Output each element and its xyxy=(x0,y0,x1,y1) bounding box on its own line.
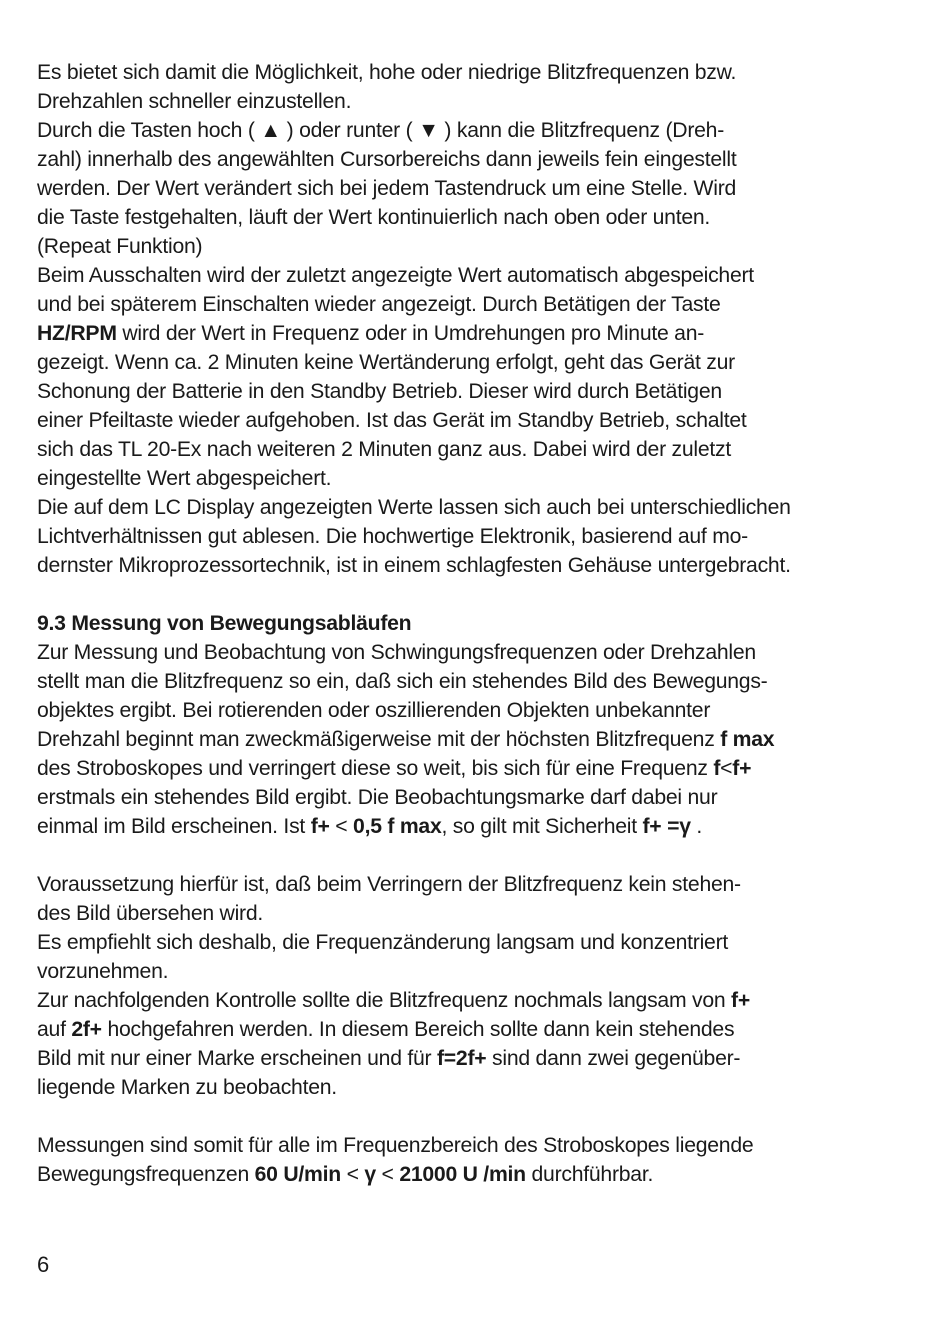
text-fragment: durchführbar. xyxy=(525,1163,654,1186)
spacer xyxy=(37,841,897,870)
text-fragment: < xyxy=(375,1163,400,1186)
intro-paragraph xyxy=(37,58,897,580)
text-line: Drehzahlen schneller einzustellen. xyxy=(37,90,352,113)
text-fragment: ) oder runter ( xyxy=(281,119,419,142)
text-fragment: auf xyxy=(37,1018,72,1041)
up-arrow-icon: ▲ xyxy=(260,119,281,142)
formula-2fplus: 2f+ xyxy=(71,1018,102,1041)
formula-gamma: γ xyxy=(364,1163,376,1186)
text-line: Zur Messung und Beobachtung von Schwingungsfrequenzen oder Drehzahlen xyxy=(37,641,756,664)
text-line xyxy=(37,116,897,145)
text-line: Es empfiehlt sich deshalb, die Frequenzänderung langsam und konzentriert xyxy=(37,931,729,954)
text-line xyxy=(37,1160,897,1189)
text-line: zahl) innerhalb des angewählten Cursorbereichs dann jeweils fein eingestellt xyxy=(37,148,737,171)
text-fragment: < xyxy=(329,815,354,838)
text-line: Messungen sind somit für alle im Frequenzbereich des Stroboskopes liegende xyxy=(37,1134,754,1157)
text-line: objektes ergibt. Bei rotierenden oder oszillierenden Objekten unbekannter xyxy=(37,699,711,722)
formula-min-speed: 60 U/min xyxy=(254,1163,341,1186)
text-line xyxy=(37,1044,897,1073)
text-fragment: des Stroboskopes und verringert diese so weit, bis sich für eine Frequenz xyxy=(37,757,714,780)
text-fragment: ) kann die Blitzfrequenz (Dreh- xyxy=(438,119,725,142)
formula-fplus: f+ xyxy=(310,815,330,838)
text-line: werden. Der Wert verändert sich bei jedem Tastendruck um eine Stelle. Wird xyxy=(37,177,737,200)
text-fragment: Bild mit nur einer Marke erscheinen und für xyxy=(37,1047,437,1070)
text-fragment: < xyxy=(340,1163,365,1186)
text-line: und bei späterem Einschalten wieder angezeigt. Durch Betätigen der Taste xyxy=(37,293,721,316)
hz-rpm-key-label: HZ/RPM xyxy=(37,322,117,345)
text-fragment: , so gilt mit Sicherheit xyxy=(441,815,643,838)
text-line xyxy=(37,1015,897,1044)
measurement-paragraph xyxy=(37,638,897,841)
text-line xyxy=(37,725,897,754)
text-line: vorzunehmen. xyxy=(37,960,169,983)
text-line: Die auf dem LC Display angezeigten Werte lassen sich auch bei unterschiedlichen xyxy=(37,496,791,519)
formula-f: f xyxy=(713,757,721,780)
text-fragment: sind dann zwei gegenüber- xyxy=(486,1047,741,1070)
range-paragraph xyxy=(37,1131,897,1189)
text-fragment: Drehzahl beginnt man zweckmäßigerweise mit der höchsten Blitzfrequenz xyxy=(37,728,721,751)
text-line: Beim Ausschalten wird der zuletzt angezeigte Wert automatisch abgespeichert xyxy=(37,264,754,287)
page-number: 6 xyxy=(37,1252,50,1277)
text-line: dernster Mikroprozessortechnik, ist in einem schlagfesten Gehäuse untergebracht. xyxy=(37,554,791,577)
text-line: Voraussetzung hierfür ist, daß beim Verringern der Blitzfrequenz kein stehen- xyxy=(37,873,741,896)
text-line: Es bietet sich damit die Möglichkeit, hohe oder niedrige Blitzfrequenzen bzw. xyxy=(37,61,737,84)
text-line xyxy=(37,986,897,1015)
text-fragment: < xyxy=(720,757,733,780)
text-fragment: Bewegungsfrequenzen xyxy=(37,1163,255,1186)
formula-f-equals-2fplus: f=2f+ xyxy=(437,1047,487,1070)
text-fragment: Durch die Tasten hoch ( xyxy=(37,119,261,142)
page-content xyxy=(37,58,897,1189)
down-arrow-icon: ▼ xyxy=(418,119,439,142)
formula-fplus: f+ xyxy=(732,757,752,780)
spacer xyxy=(37,1102,897,1131)
text-line: sich das TL 20-Ex nach weiteren 2 Minuten ganz aus. Dabei wird der zuletzt xyxy=(37,438,732,461)
text-line: liegende Marken zu beobachten. xyxy=(37,1076,337,1099)
text-line xyxy=(37,812,897,841)
text-fragment: hochgefahren werden. In diesem Bereich sollte dann kein stehendes xyxy=(101,1018,735,1041)
text-line: einer Pfeiltaste wieder aufgehoben. Ist das Gerät im Standby Betrieb, schaltet xyxy=(37,409,747,432)
text-fragment: Zur nachfolgenden Kontrolle sollte die Blitzfrequenz nochmals langsam von xyxy=(37,989,732,1012)
text-line xyxy=(37,754,897,783)
formula-half-fmax: 0,5 f max xyxy=(353,815,442,838)
text-line: eingestellte Wert abgespeichert. xyxy=(37,467,332,490)
text-line: gezeigt. Wenn ca. 2 Minuten keine Wertänderung erfolgt, geht das Gerät zur xyxy=(37,351,735,374)
text-line: (Repeat Funktion) xyxy=(37,235,203,258)
text-line xyxy=(37,319,897,348)
text-line: stellt man die Blitzfrequenz so ein, daß sich ein stehendes Bild des Bewegungs- xyxy=(37,670,768,693)
formula-fplus-gamma: f+ =γ xyxy=(642,815,691,838)
text-line: des Bild übersehen wird. xyxy=(37,902,264,925)
formula-fplus: f+ xyxy=(731,989,750,1012)
verification-paragraph xyxy=(37,870,897,1102)
spacer xyxy=(37,580,897,609)
text-fragment: . xyxy=(690,815,703,838)
text-fragment: wird der Wert in Frequenz oder in Umdrehungen pro Minute an- xyxy=(116,322,705,345)
text-line: erstmals ein stehendes Bild ergibt. Die Beobachtungsmarke darf dabei nur xyxy=(37,786,718,809)
formula-max-speed: 21000 U /min xyxy=(399,1163,526,1186)
text-fragment: einmal im Bild erscheinen. Ist xyxy=(37,815,311,838)
text-line: Lichtverhältnissen gut ablesen. Die hochwertige Elektronik, basierend auf mo- xyxy=(37,525,748,548)
text-line: die Taste festgehalten, läuft der Wert kontinuierlich nach oben oder unten. xyxy=(37,206,711,229)
text-line: Schonung der Batterie in den Standby Betrieb. Dieser wird durch Betätigen xyxy=(37,380,722,403)
section-heading: 9.3 Messung von Bewegungsabläufen xyxy=(37,612,412,635)
formula-fmax: f max xyxy=(720,728,775,751)
